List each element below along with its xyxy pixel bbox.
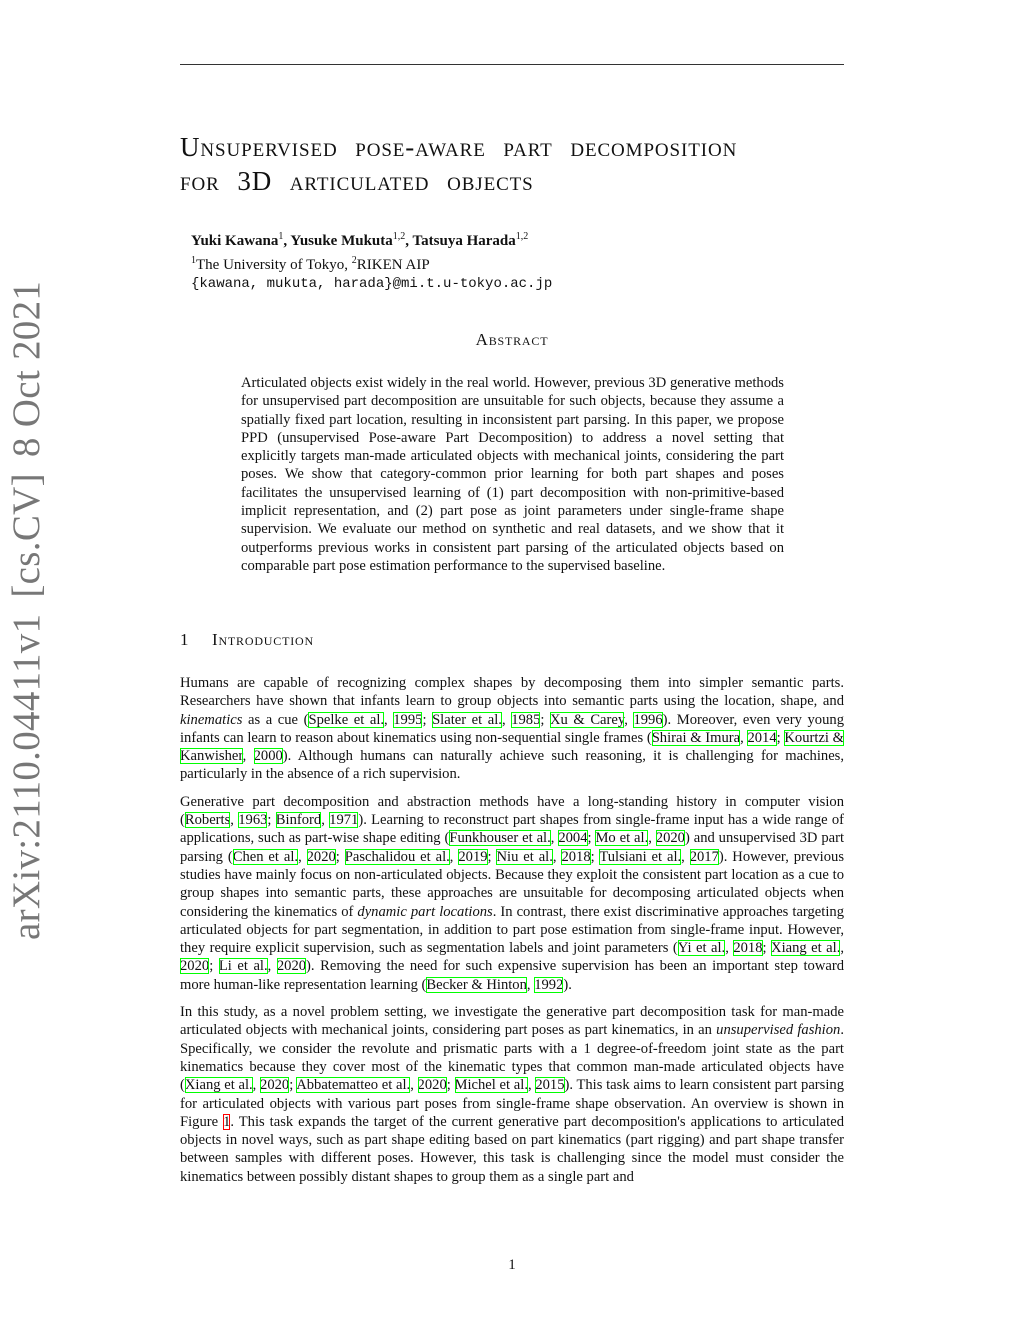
- author-separator: ,: [405, 233, 413, 249]
- affiliation-text: The University of Tokyo,: [196, 257, 352, 273]
- text-run: ,: [725, 940, 734, 957]
- text-run: ,: [267, 958, 277, 975]
- affiliation-mark: 1: [191, 255, 196, 266]
- citation-link[interactable]: Roberts: [184, 812, 231, 829]
- text-run: ) and unsupervised 3D part parsing (: [180, 830, 845, 865]
- citation-link[interactable]: 1985: [511, 711, 541, 728]
- affiliation-mark: 2: [351, 255, 357, 266]
- emphasis: kinematics: [180, 711, 243, 728]
- arxiv-date: 8 Oct 2021: [5, 280, 48, 458]
- citation-link[interactable]: 2020: [417, 1077, 447, 1094]
- text-run: ). Moreover, even very young infants can learn to reason about kinematics using non-sequential single frames (: [180, 711, 844, 746]
- citation-link[interactable]: 2000: [253, 748, 283, 765]
- citation-link[interactable]: Michel et al.: [454, 1077, 528, 1094]
- citation-link[interactable]: 1971: [329, 812, 359, 829]
- affiliation-mark: 1,2: [392, 231, 406, 242]
- citation-link[interactable]: 2014: [747, 729, 777, 746]
- text-run: ,: [410, 1077, 418, 1094]
- text-run: ;: [422, 711, 433, 728]
- citation-link[interactable]: 2017: [689, 848, 719, 865]
- citation-link[interactable]: Xiang et al.: [771, 940, 841, 957]
- citation-link[interactable]: 2019: [458, 848, 488, 865]
- arxiv-side-stamp: [4, 280, 49, 940]
- citation-link[interactable]: 2020: [306, 848, 336, 865]
- title-word: 3D: [237, 166, 273, 196]
- top-rule: [180, 64, 844, 65]
- section-title: Introduction: [212, 630, 314, 649]
- text-run: ). This task aims to learn consistent part parsing for articulated objects with various part poses from single-frame shape observation. An overview is shown in Figure: [180, 1077, 844, 1130]
- text-run: ,: [648, 830, 656, 847]
- citation-link[interactable]: 2015: [535, 1077, 565, 1094]
- citation-link[interactable]: Li et al.: [218, 958, 268, 975]
- text-run: ). Although humans can naturally achieve such reasoning, it is challenging for machines, particularly in the absence of a rich supervision.: [180, 748, 845, 783]
- citation-link[interactable]: Funkhouser et al.: [449, 830, 551, 847]
- title-line-2: [180, 164, 850, 198]
- section-heading-introduction: [180, 630, 844, 650]
- text-run: Generative part decomposition and abstraction methods have a long-standing history in computer vision (: [180, 793, 844, 829]
- text-run: ,: [501, 711, 512, 728]
- citation-link[interactable]: Kourtzi & Kanwisher: [180, 729, 845, 765]
- citation-link[interactable]: Xu & Carey: [550, 711, 625, 728]
- text-run: . This task expands the target of the current generative part decomposition's applications to articulated objects in novel ways, such as part shape editing based on part kinematics (part rigging) and part shape transfer between samples with different poses. However, this task is challenging since the model must consider the kinematics between possibly distant shapes to group them as a single part and: [180, 1113, 844, 1185]
- citation-link[interactable]: Spelke et al.: [308, 711, 385, 728]
- text-run: ;: [762, 940, 772, 957]
- section-number: 1: [180, 630, 190, 649]
- paragraph: [180, 1003, 844, 1186]
- citation-link[interactable]: 2020: [655, 830, 685, 847]
- title-word: pose-aware: [355, 132, 486, 162]
- text-run: ;: [540, 711, 550, 728]
- citation-link[interactable]: Becker & Hinton: [426, 976, 527, 993]
- text-run: ). Learning to reconstruct part shapes from single-frame input has a wide range of applications, such as part-wise shape editing (: [180, 812, 845, 847]
- figure-link[interactable]: 1: [223, 1113, 231, 1130]
- title-word: objects: [447, 166, 534, 196]
- affiliation-mark: 1: [278, 231, 284, 242]
- citation-link[interactable]: 1996: [633, 711, 663, 728]
- emphasis: dynamic part locations: [357, 903, 493, 920]
- text-run: ,: [298, 848, 307, 865]
- citation-link[interactable]: Mo et al.: [595, 830, 649, 847]
- author-separator: ,: [283, 233, 291, 249]
- citation-link[interactable]: Abbatematteo et al.: [296, 1077, 411, 1094]
- page-number: 1: [508, 1257, 516, 1273]
- abstract-text: Articulated objects exist widely in the real world. However, previous 3D generative methods for unsupervised part decomposition are unsuitable for such objects, because they assume a spatially fixed part location, resulting in inconsistent part parsing. In this paper, we propose PPD (unsupervised Pose-aware Part Decomposition) to address a novel setting that explicitly targets man-made articulated objects with mechanical joints, considering the part poses. We show that category-common prior learning for both part shapes and poses facilitates the unsupervised learning of (1) part decomposition with non-primitive-based implicit representation, and (2) part pose as joint parameters under single-frame shape supervision. We evaluate our method on synthetic and real datasets, and we show that it outperforms previous works in consistent part parsing of the articulated objects based on comparable part pose estimation performance to the supervised baseline.: [241, 375, 784, 574]
- citation-link[interactable]: 1992: [534, 976, 564, 993]
- citation-link[interactable]: Binford: [275, 812, 322, 829]
- author-block: [191, 227, 841, 294]
- citation-link[interactable]: 1995: [393, 711, 423, 728]
- text-run: ,: [552, 848, 562, 865]
- text-run: ,: [740, 729, 748, 746]
- text-run: ,: [242, 748, 254, 765]
- title-word: decomposition: [570, 132, 738, 162]
- text-run: ;: [590, 848, 600, 865]
- text-run: ;: [209, 958, 219, 975]
- citation-link[interactable]: 2004: [558, 830, 588, 847]
- title-line-1: [180, 130, 850, 164]
- citation-link[interactable]: Shirai & Imura: [651, 729, 741, 746]
- emphasis: unsupervised fashion: [716, 1022, 841, 1039]
- affiliation-mark: 1,2: [515, 231, 529, 242]
- title-word: Unsupervised: [180, 132, 338, 162]
- text-run: ,: [681, 848, 690, 865]
- text-run: ,: [526, 976, 535, 993]
- citation-link[interactable]: Chen et al.: [232, 848, 299, 865]
- text-run: ;: [446, 1077, 455, 1094]
- paragraph: [180, 793, 844, 994]
- citation-link[interactable]: Paschalidou et al.: [344, 848, 450, 865]
- citation-link[interactable]: 1963: [238, 812, 268, 829]
- arxiv-category: [cs.CV]: [5, 473, 48, 598]
- citation-link[interactable]: 2020: [180, 958, 210, 975]
- text-run: . In contrast, there exist discriminative approaches targeting articulated objects for part segmentation, in addition to part pose estimation from single-frame input. However, they require explicit supervision, such as segmentation labels and joint parameters (: [180, 903, 844, 957]
- text-run: ;: [289, 1077, 297, 1094]
- title-word: articulated: [289, 166, 430, 196]
- text-run: ,: [321, 812, 330, 829]
- citation-link[interactable]: Yi et al.: [677, 940, 726, 957]
- text-run: ,: [230, 812, 239, 829]
- title-word: for: [180, 166, 220, 196]
- author-emails: {kawana, mukuta, harada}@mi.t.u-tokyo.ac.jp: [191, 276, 553, 292]
- introduction-body: [180, 674, 844, 1195]
- citation-link[interactable]: 2018: [733, 940, 763, 957]
- title-word: part: [503, 132, 553, 162]
- arxiv-id: arXiv:2110.04411v1: [5, 613, 48, 940]
- text-run: . Specifically, we consider the revolute and prismatic parts with a 1 degree-of-freedom joint state as the part kinematics because they cover most of the kinematic types that common man-made articulated objects have (: [180, 1022, 844, 1094]
- citation-link[interactable]: Xiang et al.: [184, 1077, 253, 1094]
- citation-link[interactable]: 2020: [260, 1077, 290, 1094]
- author-name: Yusuke Mukuta: [290, 233, 393, 249]
- text-run: ,: [252, 1077, 261, 1094]
- text-run: ,: [384, 711, 394, 728]
- text-run: ;: [776, 729, 785, 746]
- abstract-heading: Abstract: [475, 330, 549, 349]
- text-run: ,: [527, 1077, 536, 1094]
- text-run: ,: [449, 848, 459, 865]
- citation-link[interactable]: Tulsiani et al.: [599, 848, 682, 865]
- citation-link[interactable]: Slater et al.: [432, 711, 502, 728]
- text-run: In this study, as a novel problem setting, we investigate the generative part decomposition task for man-made articulated objects with mechanical joints, considering part poses as part kinematics, in an: [180, 1004, 844, 1039]
- affiliation-text: RIKEN AIP: [356, 257, 430, 273]
- citation-link[interactable]: Niu et al.: [496, 848, 553, 865]
- text-run: ;: [335, 848, 345, 865]
- text-run: ). Removing the need for such expensive supervision has been an important step toward more human-like representation learning (: [180, 958, 845, 993]
- author-name: Yuki Kawana: [191, 233, 279, 249]
- paragraph: [180, 674, 844, 784]
- text-run: Humans are capable of recognizing complex shapes by decomposing them into simpler semantic parts. Researchers have shown that infants learn to group objects into semantic parts using the location, shape, and: [180, 675, 844, 710]
- affiliations: [191, 251, 841, 275]
- text-run: ).: [563, 976, 572, 993]
- author-names: [191, 227, 841, 251]
- text-run: ;: [267, 812, 276, 829]
- paper-title: [180, 130, 850, 198]
- text-run: ). However, previous studies have mainly focus on non-articulated objects. Because they exploit the consistent part location as a cue to group shapes into semantic parts, these approaches are unsuitable for decomposing articulated objects when considering the kinematics of: [180, 848, 845, 920]
- citation-link[interactable]: 2018: [561, 848, 591, 865]
- text-run: ,: [624, 711, 634, 728]
- text-run: ,: [840, 940, 844, 957]
- text-run: ,: [550, 830, 559, 847]
- author-name: Tatsuya Harada: [412, 233, 516, 249]
- text-run: as a cue (: [242, 711, 309, 728]
- text-run: ;: [587, 830, 596, 847]
- text-run: ;: [487, 848, 497, 865]
- citation-link[interactable]: 2020: [276, 958, 307, 975]
